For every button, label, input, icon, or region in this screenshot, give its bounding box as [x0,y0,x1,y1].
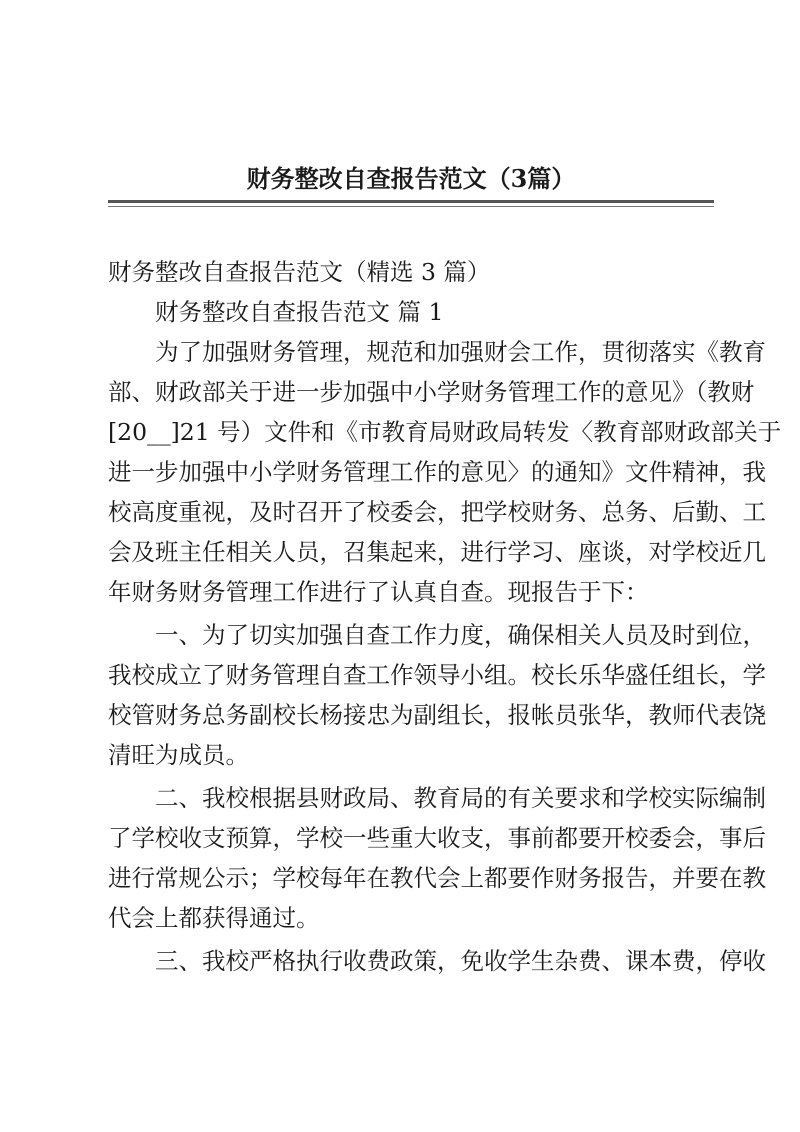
section-heading: 财务整改自查报告范文 篇 1 [155,298,444,326]
paragraph-line: 校管财务总务副校长杨接忠为副组长，报帐员张华，教师代表饶 [108,701,766,729]
paragraph-3 [108,778,766,938]
paragraph-line: 校高度重视，及时召开了校委会，把学校财务、总务、后勤、工 [108,498,766,526]
paragraph-line: 我校成立了财务管理自查工作领导小组。校长乐华盛任组长，学 [108,661,766,689]
document-body [108,252,782,981]
paragraph-2 [108,615,766,775]
title-underline-thin [108,206,714,207]
paragraph-line: 清旺为成员。 [108,741,249,769]
title-underline-thick [108,200,714,203]
paragraph-line: 为了加强财务管理，规范和加强财会工作，贯彻落实《教育 [155,338,766,366]
paragraph-1 [108,332,782,612]
paragraph-line: 进一步加强中小学财务管理工作的意见〉的通知》文件精神，我 [108,458,766,486]
paragraph-line: 年财务财务管理工作进行了认真自查。现报告于下： [108,578,649,606]
document-subtitle: 财务整改自查报告范文（精选 3 篇） [108,258,491,286]
paragraph-line: 了学校收支预算，学校一些重大收支，事前都要开校委会，事后 [108,824,766,852]
paragraph-line: [20__]21 号）文件和《市教育局财政局转发〈教育部财政部关于 [108,418,782,446]
paragraph-4 [108,941,766,981]
paragraph-line: 一、为了切实加强自查工作力度，确保相关人员及时到位， [155,621,766,649]
paragraph-line: 会及班主任相关人员，召集起来，进行学习、座谈，对学校近几 [108,538,766,566]
paragraph-line: 代会上都获得通过。 [108,904,320,932]
paragraph-line: 三、我校严格执行收费政策，免收学生杂费、课本费，停收 [155,947,766,975]
document-title: 财务整改自查报告范文（3篇） [246,164,576,193]
paragraph-line: 部、财政部关于进一步加强中小学财务管理工作的意见》（教财 [108,378,755,406]
paragraph-line: 进行常规公示；学校每年在教代会上都要作财务报告，并要在教 [108,864,766,892]
paragraph-line: 二、我校根据县财政局、教育局的有关要求和学校实际编制 [155,784,766,812]
